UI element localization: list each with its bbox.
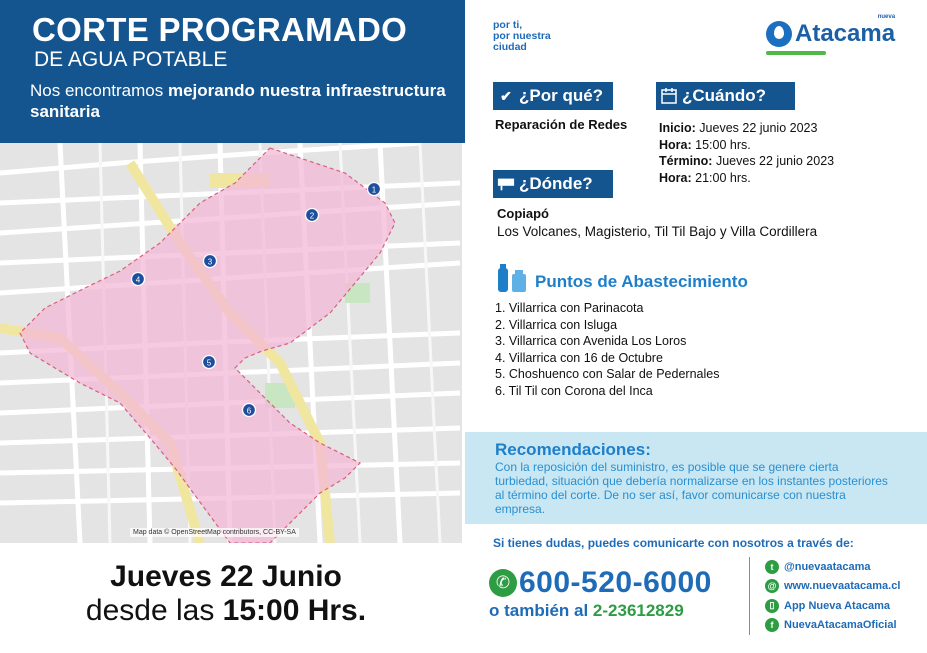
street-sign-icon xyxy=(497,175,515,193)
company-logo[interactable] xyxy=(766,14,896,48)
social-app[interactable] xyxy=(765,596,900,616)
check-icon: ✔ xyxy=(500,87,512,104)
facebook-icon: f xyxy=(765,618,779,632)
twitter-icon: t xyxy=(765,560,779,574)
when-tag xyxy=(656,82,795,110)
svg-text:5: 5 xyxy=(206,358,212,368)
phone-line[interactable] xyxy=(489,566,712,600)
why-text: Reparación de Redes xyxy=(495,117,628,132)
end-value: Jueves 22 junio 2023 xyxy=(715,154,835,168)
map-credit: Map data © OpenStreetMap contributors, CC-BY-SA xyxy=(130,528,299,537)
web-icon: @ xyxy=(765,579,779,593)
social-facebook-label: NuevaAtacamaOficial xyxy=(784,619,897,632)
calendar-icon xyxy=(660,87,678,105)
social-twitter[interactable] xyxy=(765,557,900,577)
header-banner xyxy=(0,0,465,143)
alt-phone-line xyxy=(489,601,684,621)
intro-prefix: Nos encontramos xyxy=(30,81,168,100)
contact-intro: Si tienes dudas, puedes comunicarte con nosotros a través de: xyxy=(493,536,854,550)
brand-tagline xyxy=(493,20,551,53)
start-time-value: 15:00 hrs. xyxy=(695,137,751,152)
outage-map[interactable] xyxy=(0,143,462,543)
recommendations-box xyxy=(465,432,927,524)
when-end xyxy=(659,153,834,170)
why-tag-label: ¿Por qué? xyxy=(519,86,604,105)
supply-points-title: Puntos de Abastecimiento xyxy=(535,272,748,291)
svg-text:3: 3 xyxy=(207,257,213,267)
date-line-2 xyxy=(0,594,462,628)
marker-layer xyxy=(0,143,462,543)
page-title: CORTE PROGRAMADO xyxy=(32,11,408,48)
header-intro xyxy=(30,80,465,122)
alt-phone-prefix: o también al xyxy=(489,601,593,620)
svg-text:2: 2 xyxy=(309,211,315,221)
phone-icon: ✆ xyxy=(489,569,517,597)
logo-small-text: nueva xyxy=(877,14,896,20)
when-tag-label: ¿Cuándo? xyxy=(682,86,767,105)
list-item: 6. Til Til con Corona del Inca xyxy=(495,383,653,398)
map-marker-4[interactable] xyxy=(132,273,145,286)
end-time-label: Hora: xyxy=(659,170,692,185)
list-item: 3. Villarrica con Avenida Los Loros xyxy=(495,334,687,349)
map-marker-3[interactable] xyxy=(204,255,217,268)
recommendations-title: Recomendaciones: xyxy=(495,440,651,459)
phone-number[interactable]: 600-520-6000 xyxy=(519,566,712,599)
social-facebook[interactable] xyxy=(765,616,900,636)
list-item: 2. Villarrica con Isluga xyxy=(495,317,618,332)
list-item: 4. Villarrica con 16 de Octubre xyxy=(495,350,663,365)
when-end-time xyxy=(659,170,834,187)
map-marker-5[interactable] xyxy=(203,356,216,369)
svg-text:1: 1 xyxy=(371,185,377,195)
social-web-label: www.nuevaatacama.cl xyxy=(784,580,901,593)
logo-word: Atacama xyxy=(795,20,896,47)
when-start-time xyxy=(659,137,834,154)
social-app-label: App Nueva Atacama xyxy=(784,599,890,612)
svg-text:6: 6 xyxy=(246,406,252,416)
tagline-line-1: por ti, xyxy=(493,19,523,31)
recommendations-text: Con la reposición del suministro, es posible que se genere cierta turbiedad, situación que debería normalizarse en los instantes posteriores al término del corte. De no ser así, favor comunicarse con nuestra empresa. xyxy=(495,460,888,516)
end-label: Término: xyxy=(659,154,713,168)
where-places: Los Volcanes, Magisterio, Til Til Bajo y Villa Cordillera xyxy=(497,224,818,239)
date-line-2-time: 15:00 Hrs. xyxy=(222,594,367,627)
where-city: Copiapó xyxy=(497,206,549,221)
logo-wordmark xyxy=(795,14,896,48)
tagline-line-2: por nuestra xyxy=(493,30,551,42)
where-tag-label: ¿Dónde? xyxy=(519,174,593,193)
water-bottle-icon xyxy=(495,262,529,294)
social-web[interactable] xyxy=(765,577,900,597)
why-tag xyxy=(493,82,613,110)
date-line-1: Jueves 22 Junio xyxy=(110,560,342,593)
intro-bold: mejorando nuestra infraestructura sanitaria xyxy=(30,81,446,121)
list-item: 5. Choshuenco con Salar de Pedernales xyxy=(495,367,720,382)
app-icon: ▯ xyxy=(765,599,779,613)
date-line-2-prefix: desde las xyxy=(85,594,223,627)
alt-phone-number[interactable]: 2-23612829 xyxy=(592,601,684,620)
where-tag xyxy=(493,170,613,198)
map-marker-2[interactable] xyxy=(306,209,319,222)
when-details xyxy=(659,120,834,186)
map-marker-1[interactable] xyxy=(368,183,381,196)
end-time-value: 21:00 hrs. xyxy=(695,170,751,185)
tagline-line-3: ciudad xyxy=(493,41,527,53)
start-value: Jueves 22 junio 2023 xyxy=(699,121,818,135)
social-twitter-label: @nuevaatacama xyxy=(784,560,871,573)
divider xyxy=(749,557,750,635)
social-links xyxy=(765,557,900,635)
start-label: Inicio: xyxy=(659,121,696,135)
svg-text:4: 4 xyxy=(135,275,141,285)
logo-swoosh xyxy=(766,51,826,55)
map-marker-6[interactable] xyxy=(243,404,256,417)
list-item: 1. Villarrica con Parinacota xyxy=(495,301,644,315)
supply-points-list xyxy=(495,300,719,400)
page-subtitle: DE AGUA POTABLE xyxy=(34,48,228,71)
date-banner xyxy=(0,560,462,628)
when-start xyxy=(659,120,834,137)
water-drop-icon xyxy=(766,21,792,47)
start-time-label: Hora: xyxy=(659,137,692,152)
